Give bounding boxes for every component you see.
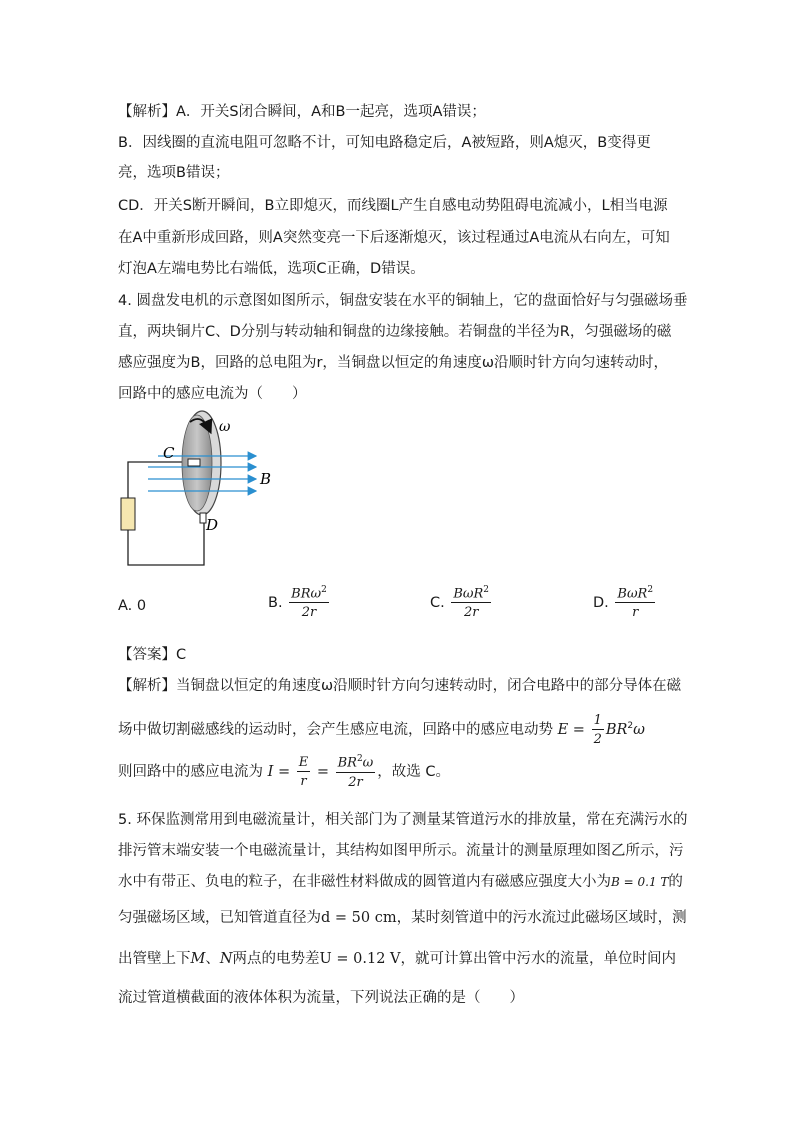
- prev-analysis-line-1: 【解析】A．开关S闭合瞬间，A和B一起亮，选项A错误；: [118, 104, 486, 120]
- label-C: C: [163, 444, 175, 462]
- prev-analysis-line-2: B．因线圈的直流电阻可忽略不计，可知电路稳定后，A被短路，则A熄灭，B变得更: [118, 135, 651, 151]
- q4-analysis-line-1: 【解析】当铜盘以恒定的角速度ω沿顺时针方向匀速转动时，闭合电路中的部分导体在磁: [118, 678, 682, 694]
- disk-generator-figure: [118, 405, 298, 575]
- prev-analysis-line-3: 亮，选项B错误；: [118, 165, 230, 181]
- q4-analysis-line-3: 则回路中的感应电流为 I = $\frac{E}{r}$ = $\frac{BR^2\omega}{2r}$ ，故选 C。: [118, 754, 451, 790]
- option-B-label: B.: [268, 594, 283, 611]
- q5-line-1: 5. 环保监测常用到电磁流量计，相关部门为了测量某管道污水的排放量，常在充满污水的: [118, 812, 688, 828]
- q5-line-6: 流过管道横截面的液体体积为流量，下列说法正确的是（ ）: [118, 990, 524, 1006]
- option-D[interactable]: [593, 586, 657, 619]
- q5-line-3: 水中有带正、负电的粒子，在非磁性材料做成的圆管道内有磁感应强度大小为B = 0.1 T的: [118, 874, 683, 890]
- q4-line-1: 4. 圆盘发电机的示意图如图所示，铜盘安装在水平的铜轴上，它的盘面恰好与匀强磁场垂: [118, 293, 688, 309]
- q4-line-3: 感应强度为B，回路的总电阻为r，当铜盘以恒定的角速度ω沿顺时针方向匀速转动时，: [118, 355, 669, 371]
- q4-answer: 【答案】C: [118, 647, 187, 663]
- q4-line-2: 直，两块铜片C、D分别与转动轴和铜盘的边缘接触。若铜盘的半径为R，匀强磁场的磁: [118, 324, 672, 340]
- q5-line-2: 排污管末端安装一个电磁流量计，其结构如图甲所示。流量计的测量原理如图乙所示，污: [118, 843, 684, 859]
- q4-analysis-line-2: 场中做切割磁感线的运动时，会产生感应电流，回路中的感应电动势 E = $\frac{1}{2}$ $BR^2\omega$: [118, 712, 645, 747]
- q4-line-4: 回路中的感应电流为（ ）: [118, 386, 307, 402]
- option-D-label: D.: [593, 594, 609, 611]
- q5-line-4: 匀强磁场区域，已知管道直径为d = 50 cm，某时刻管道中的污水流过此磁场区域时，测: [118, 910, 687, 926]
- prev-analysis-line-4: CD．开关S断开瞬间，B立即熄灭，而线圈L产生自感电动势阻碍电流减小，L相当电源: [118, 198, 668, 214]
- option-A[interactable]: [118, 598, 146, 614]
- option-C[interactable]: [430, 586, 493, 619]
- prev-analysis-line-6: 灯泡A左端电势比右端低，选项C正确，D错误。: [118, 261, 425, 277]
- label-D: D: [206, 516, 219, 534]
- option-C-label: C.: [430, 594, 445, 611]
- resistor-icon: [121, 498, 135, 530]
- option-C-fraction: $\frac{B\omega R^2}{2r}$: [453, 585, 490, 621]
- option-A-label: A. 0: [118, 598, 147, 614]
- q5-line-5: 出管壁上下M、N两点的电势差U = 0.12 V，就可计算出管中污水的流量，单位时间内: [118, 951, 677, 967]
- option-D-fraction: $\frac{B\omega R^2}{r}$: [617, 585, 654, 621]
- prev-analysis-line-5: 在A中重新形成回路，则A突然变亮一下后逐渐熄灭，该过程通过A电流从右向左，可知: [118, 230, 670, 246]
- label-B: B: [260, 470, 272, 488]
- brush-C: [188, 459, 200, 466]
- label-omega: ω: [219, 419, 231, 435]
- option-B-fraction: $\frac{BR\omega^2}{2r}$: [291, 585, 327, 621]
- option-B[interactable]: [268, 586, 331, 619]
